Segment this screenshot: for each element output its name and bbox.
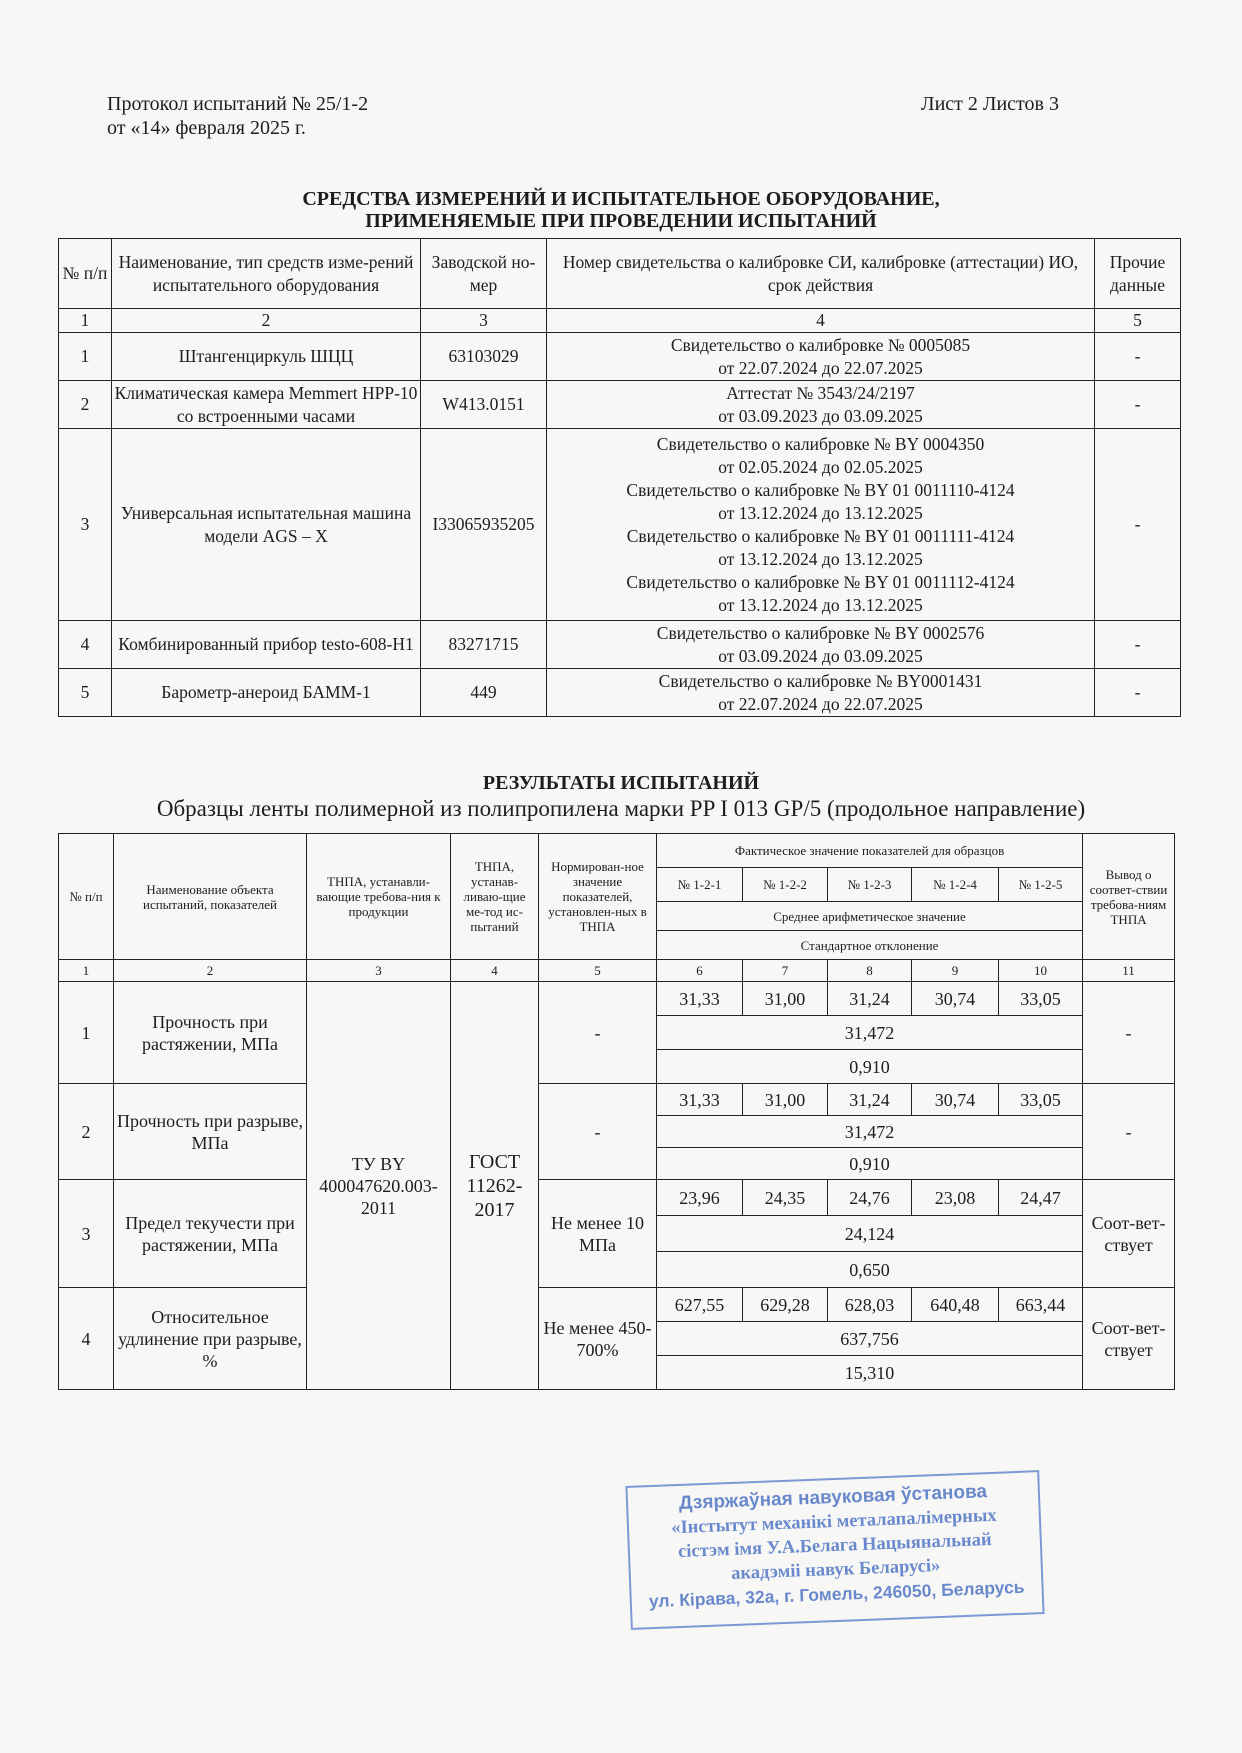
equipment-title-line1: СРЕДСТВА ИЗМЕРЕНИЙ И ИСПЫТАТЕЛЬНОЕ ОБОРУДОВАНИЕ, — [302, 188, 940, 210]
col-header-actual: Фактическое значение показателей для образцов — [657, 834, 1083, 868]
certificate-line: от 13.12.2024 до 13.12.2025 — [718, 502, 923, 523]
certificate — [547, 621, 1095, 669]
equipment-name: Климатическая камера Memmert HPP-10 со встроенными часами — [112, 381, 421, 429]
equipment-name: Штангенциркуль ШЦЦ — [112, 333, 421, 381]
table-row — [59, 1084, 1175, 1116]
col-number: 1 — [59, 960, 114, 982]
results-title: РЕЗУЛЬТАТЫ ИСПЫТАНИЙ — [482, 772, 760, 794]
sample-header: № 1-2-3 — [828, 868, 912, 902]
col-number: 6 — [657, 960, 743, 982]
conclusion: Соот-вет-ствует — [1083, 1288, 1175, 1390]
col-number: 10 — [999, 960, 1083, 982]
sample-value: 24,35 — [743, 1180, 828, 1216]
indicator-name: Прочность при разрыве, МПа — [114, 1084, 307, 1180]
table-row — [59, 621, 1181, 669]
certificate-line: от 22.07.2024 до 22.07.2025 — [718, 693, 923, 714]
other-data: - — [1095, 333, 1181, 381]
table-row — [59, 381, 1181, 429]
col-header-num: № п/п — [59, 239, 112, 309]
other-data: - — [1095, 429, 1181, 621]
norm-value: Не менее 450-700% — [539, 1288, 657, 1390]
col-header-tnpa-product: ТНПА, устанавли-вающие требова-ния к продукции — [307, 834, 451, 960]
tnpa-method: ГОСТ 11262-2017 — [451, 982, 539, 1390]
col-number: 4 — [451, 960, 539, 982]
col-header-other: Прочие данные — [1095, 239, 1181, 309]
protocol-date: от «14» февраля 2025 г. — [107, 117, 306, 139]
equipment-title — [60, 188, 1182, 232]
certificate-line: Свидетельство о калибровке № BY 01 0011112-4124 — [626, 571, 1015, 592]
table-row — [59, 1288, 1175, 1322]
std-value: 15,310 — [657, 1356, 1083, 1390]
certificate-line: Аттестат № 3543/24/2197 — [726, 382, 915, 403]
sample-value: 30,74 — [912, 982, 999, 1016]
equipment-title-line2: ПРИМЕНЯЕМЫЕ ПРИ ПРОВЕДЕНИИ ИСПЫТАНИЙ — [365, 210, 877, 232]
col-header-num: № п/п — [59, 834, 114, 960]
col-number: 5 — [1095, 309, 1181, 333]
certificate — [547, 333, 1095, 381]
sample-value: 33,05 — [999, 1084, 1083, 1116]
sample-header: № 1-2-5 — [999, 868, 1083, 902]
col-number: 11 — [1083, 960, 1175, 982]
row-num: 2 — [59, 1084, 114, 1180]
indicator-name: Относительное удлинение при разрыве, % — [114, 1288, 307, 1390]
col-number: 4 — [547, 309, 1095, 333]
row-num: 4 — [59, 1288, 114, 1390]
row-num: 2 — [59, 381, 112, 429]
std-value: 0,650 — [657, 1252, 1083, 1288]
col-header-norm: Нормирован-ное значение показателей, установлен-ных в ТНПА — [539, 834, 657, 960]
equipment-name: Барометр-анероид БАММ-1 — [112, 669, 421, 717]
certificate-line: Свидетельство о калибровке № BY0001431 — [658, 670, 983, 691]
sample-header: № 1-2-2 — [743, 868, 828, 902]
std-value: 0,910 — [657, 1050, 1083, 1084]
norm-value: - — [539, 982, 657, 1084]
certificate-line: Свидетельство о калибровке № 0005085 — [670, 334, 971, 355]
certificate-line: от 02.05.2024 до 02.05.2025 — [718, 456, 923, 477]
sample-value: 24,76 — [828, 1180, 912, 1216]
equipment-name: Комбинированный прибор testo-608-H1 — [112, 621, 421, 669]
sample-value: 31,24 — [828, 982, 912, 1016]
certificate-line: Свидетельство о калибровке № BY 0004350 — [656, 433, 985, 454]
col-header-conclusion: Вывод о соответ-ствии требова-ниям ТНПА — [1083, 834, 1175, 960]
std-header: Стандартное отклонение — [657, 931, 1083, 960]
sheet-number: Лист 2 Листов 3 — [921, 93, 1059, 115]
row-num: 5 — [59, 669, 112, 717]
stamp-line: Дзяржаўная навуковая ўстанова — [678, 1481, 988, 1514]
row-num: 3 — [59, 1180, 114, 1288]
col-number: 3 — [421, 309, 547, 333]
certificate — [547, 669, 1095, 717]
certificate-line: от 22.07.2024 до 22.07.2025 — [718, 357, 923, 378]
sample-value: 627,55 — [657, 1288, 743, 1322]
table-row — [59, 333, 1181, 381]
institution-stamp — [625, 1470, 1044, 1630]
certificate — [547, 381, 1095, 429]
sample-value: 23,96 — [657, 1180, 743, 1216]
sample-value: 628,03 — [828, 1288, 912, 1322]
conclusion: - — [1083, 982, 1175, 1084]
equipment-table — [58, 238, 1181, 717]
norm-value: - — [539, 1084, 657, 1180]
protocol-number: Протокол испытаний № 25/1-2 — [107, 93, 369, 115]
other-data: - — [1095, 621, 1181, 669]
row-num: 4 — [59, 621, 112, 669]
mean-value: 31,472 — [657, 1016, 1083, 1050]
serial-number: 83271715 — [421, 621, 547, 669]
sample-value: 31,00 — [743, 982, 828, 1016]
table-row — [59, 1180, 1175, 1216]
results-header-row — [59, 834, 1175, 868]
sample-value: 24,47 — [999, 1180, 1083, 1216]
indicator-name: Предел текучести при растяжении, МПа — [114, 1180, 307, 1288]
table-row — [59, 982, 1175, 1016]
sample-value: 30,74 — [912, 1084, 999, 1116]
equipment-header-row — [59, 239, 1181, 309]
certificate-line: от 13.12.2024 до 13.12.2025 — [718, 594, 923, 615]
protocol-header — [107, 92, 368, 140]
conclusion: Соот-вет-ствует — [1083, 1180, 1175, 1288]
col-header-serial: Заводской но-мер — [421, 239, 547, 309]
certificate-line: от 03.09.2023 до 03.09.2025 — [718, 405, 923, 426]
row-num: 3 — [59, 429, 112, 621]
col-number: 9 — [912, 960, 999, 982]
col-header-cert: Номер свидетельства о калибровке СИ, калибровке (аттестации) ИО, срок действия — [547, 239, 1095, 309]
sample-header: № 1-2-4 — [912, 868, 999, 902]
serial-number: 63103029 — [421, 333, 547, 381]
row-num: 1 — [59, 982, 114, 1084]
mean-header: Среднее арифметическое значение — [657, 902, 1083, 931]
sample-value: 640,48 — [912, 1288, 999, 1322]
certificate-line: Свидетельство о калибровке № BY 0002576 — [656, 622, 985, 643]
table-row — [59, 669, 1181, 717]
row-num: 1 — [59, 333, 112, 381]
sample-value: 31,24 — [828, 1084, 912, 1116]
serial-number: I33065935205 — [421, 429, 547, 621]
certificate-line: от 03.09.2024 до 03.09.2025 — [718, 645, 923, 666]
sample-value: 31,00 — [743, 1084, 828, 1116]
col-number: 5 — [539, 960, 657, 982]
sample-value: 663,44 — [999, 1288, 1083, 1322]
mean-value: 24,124 — [657, 1216, 1083, 1252]
col-number: 1 — [59, 309, 112, 333]
equipment-colnum-row — [59, 309, 1181, 333]
other-data: - — [1095, 381, 1181, 429]
mean-value: 637,756 — [657, 1322, 1083, 1356]
certificate-line: от 13.12.2024 до 13.12.2025 — [718, 548, 923, 569]
col-number: 3 — [307, 960, 451, 982]
sample-header: № 1-2-1 — [657, 868, 743, 902]
col-number: 2 — [114, 960, 307, 982]
col-number: 8 — [828, 960, 912, 982]
stamp-line: акадэміі навук Беларусі» — [730, 1555, 941, 1584]
results-subtitle: Образцы ленты полимерной из полипропилена марки PP I 013 GP/5 (продольное направление) — [156, 796, 1086, 821]
sample-value: 31,33 — [657, 982, 743, 1016]
indicator-name: Прочность при растяжении, МПа — [114, 982, 307, 1084]
col-number: 2 — [112, 309, 421, 333]
stamp-line: «Інстытут механікі металапалімерных — [670, 1505, 997, 1539]
other-data: - — [1095, 669, 1181, 717]
mean-value: 31,472 — [657, 1116, 1083, 1148]
certificate-line: Свидетельство о калибровке № BY 01 0011110-4124 — [626, 479, 1015, 500]
sample-value: 31,33 — [657, 1084, 743, 1116]
results-colnum-row — [59, 960, 1175, 982]
sample-value: 33,05 — [999, 982, 1083, 1016]
certificate-line: Свидетельство о калибровке № BY 01 0011111-4124 — [626, 525, 1015, 546]
std-value: 0,910 — [657, 1148, 1083, 1180]
norm-value: Не менее 10 МПа — [539, 1180, 657, 1288]
serial-number: 449 — [421, 669, 547, 717]
stamp-line: ул. Кірава, 32а, г. Гомель, 246050, Беларусь — [648, 1576, 1025, 1612]
results-table — [58, 833, 1175, 1390]
certificate — [547, 429, 1095, 621]
tnpa-product: ТУ BY 400047620.003-2011 — [307, 982, 451, 1390]
col-number: 7 — [743, 960, 828, 982]
sample-value: 23,08 — [912, 1180, 999, 1216]
stamp-line: сістэм імя У.А.Белага Нацыянальнай — [677, 1529, 992, 1563]
col-header-tnpa-method: ТНПА, устанав-ливаю-щие ме-тод ис-пытаний — [451, 834, 539, 960]
equipment-name: Универсальная испытательная машина модели AGS – X — [112, 429, 421, 621]
conclusion: - — [1083, 1084, 1175, 1180]
col-header-name: Наименование объекта испытаний, показателей — [114, 834, 307, 960]
sample-value: 629,28 — [743, 1288, 828, 1322]
serial-number: W413.0151 — [421, 381, 547, 429]
table-row — [59, 429, 1181, 621]
col-header-name: Наименование, тип средств изме-рений испытательного оборудования — [112, 239, 421, 309]
